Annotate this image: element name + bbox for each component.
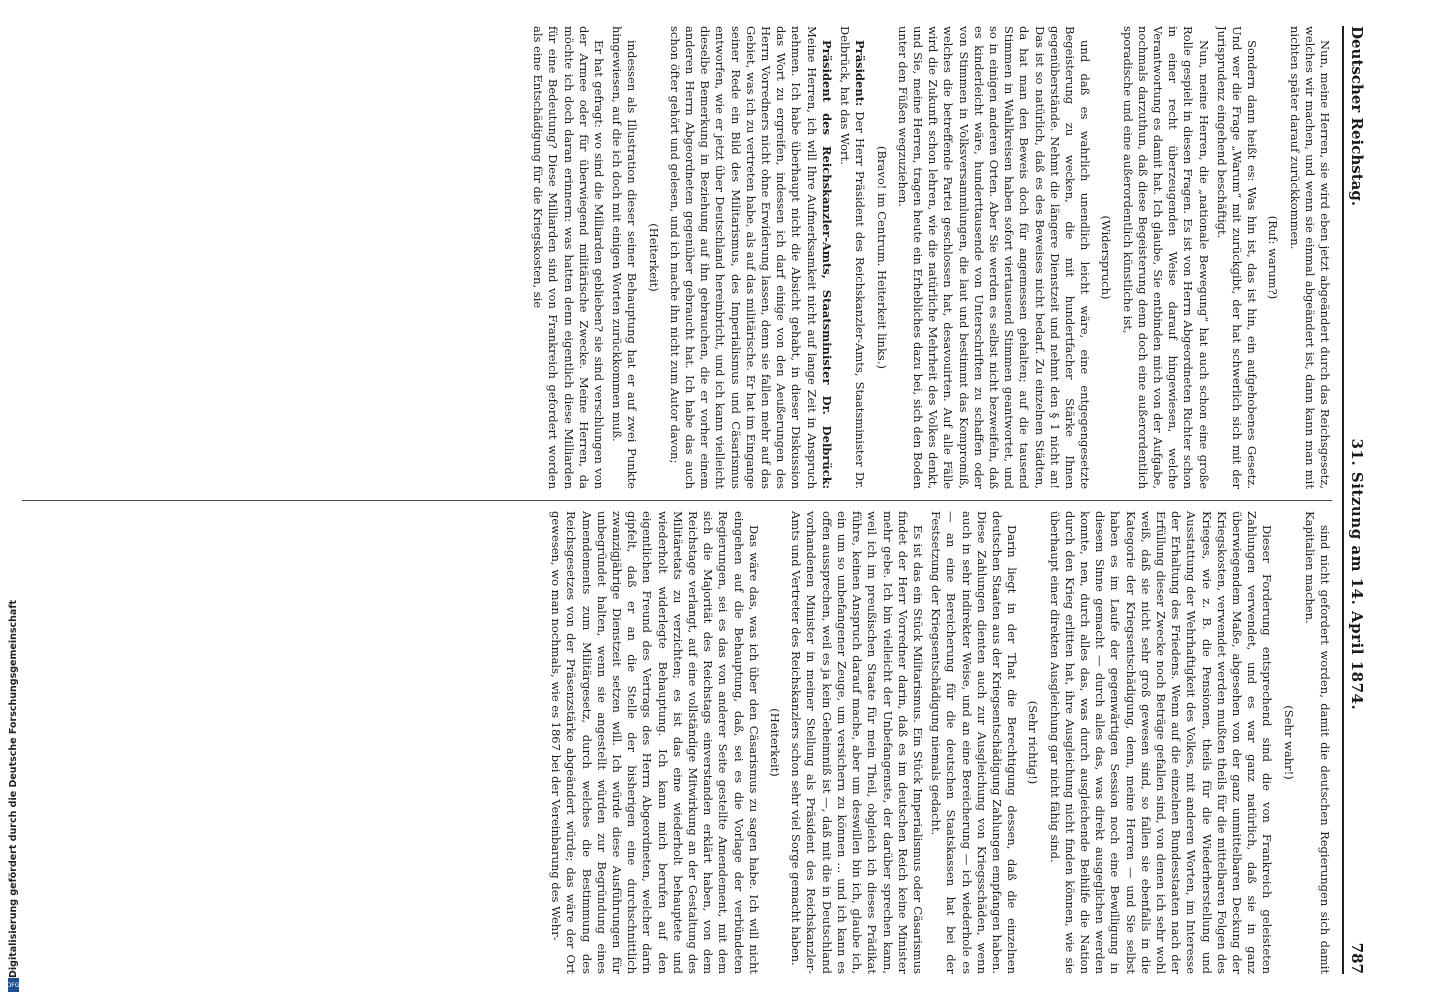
paragraph-text: Meine Herren, ich will Ihre Aufmerksamkeit nicht auf lange Zeit in Anspruch nehmen. Ich habe überhaupt nicht die Absicht gehabt, in dieser Diskussion das Wort zu ergreifen, indessen ich darf einige von den Aeußerungen des Herrn Vorredners nicht ohne Erwiderung lassen, denn sie fallen mehr auf das Gebiet, was ich zu vertreten habe, als auf das militärische. Er hat im Eingange seiner Rede ein Bild des Militarismus, des Imperialismus und Cäsarismus entworfen, wie er jetzt über Deutschland hereinbricht, und ich kann vielleicht dieselbe Bemerkung in Beziehung auf ihn gebrauchen, die er vorher einem anderen Herrn Abgeordneten gegenüber gebraucht hat. Ich habe das auch schon öfter gehört und gelesen, und ich mache ihn nicht zum Autor davon; xyxy=(667,26,819,489)
speaker-name: Präsident des Reichskanzler-Amts, Staatsminister Dr. Delbrück: xyxy=(819,40,834,489)
interjection: (Ruf: warum?) xyxy=(1266,215,1281,300)
interjection: (Sehr wahr!) xyxy=(1281,705,1296,780)
paragraph: Dieser Forderung entsprechend sind die von Frankreich geleisteten Zahlungen verwendet, und es war ganz natürlich, daß sie in ganz überwiegendem Maße, abgesehen von der ganz unmittelbaren Deckung der Kriegskosten, verwendet werden mußten theils für die mittelbaren Folgen des Krieges, wie z. B. die Pensionen, theils für die Wiederherstellung und Ausstattung der Wehrhaftigkeit des Volkes, mit anderen Worten, im Interesse der Erhaltung des Friedens. Wenn auf die einzelnen Bundesstaaten nach der Erfüllung dieser Zwecke noch Beträge gefallen sind, von denen ich sehr wohl weiß, daß sie nicht sehr groß gewesen sind, so fallen sie ebenfalls in die Kategorie der Kriegsentschädigung, denn, meine Herren — und Sie selbst haben es im Laufe der gegenwärtigen Session noch eine Bewilligung in diesem Sinne gemacht — durch alles das, was direkt ausgeglichen werden konnte, nen, durch alles das, was durch ausgleichende Beihilfe die Nation durch den Krieg erlitten hat, ihre Ausgleichung nicht finden können, wie sie überhaupt einer direkten Ausgleichung gar nicht fähig sind. xyxy=(1047,511,1275,974)
paragraph: Nun, meine Herren, sie wird eben jetzt abgeändert durch das Reichsgesetz, welches wir machen, und wenn sie einmal abgeändert ist, dann kann man mit nichten später darauf zurückkommen. xyxy=(1287,26,1332,489)
digitization-note xyxy=(6,6,20,996)
interjection: (Bravo! im Centrum. Heiterkeit links.) xyxy=(874,146,889,369)
paragraph: sind nicht gefordert worden, damit die deutschen Regierungen sich damit Kapitalien machen. xyxy=(1302,511,1332,974)
interjection: (Heiterkeit) xyxy=(646,223,661,292)
page-header xyxy=(1342,26,1366,974)
right-column xyxy=(22,511,1332,974)
paragraph: Nun, meine Herren, die „nationale Bewegung“ hat auch schon eine große Rolle gespielt in diesen Fragen. Es ist von Herrn Abgeordneten Richter schon in einer recht überzeugenden Weise darauf hingewiesen, welche Verantwortung es damit hat. Ich glaube, Sie entbinden mich von der Aufgabe, nochmals darzuthun, daß diese Begeisterung denn doch eine außerordentlich sporadische und eine außerordentlich künstliche ist, xyxy=(1120,26,1211,489)
paragraph: Sondern dann heißt es: Was hin ist, das ist hin, ein aufgehobenes Gesetz. Und wer die Frage „Warum“ mit zurückgibt, der hat schwerlich sich mit der Jurisprudenz eingehend beschäftigt. xyxy=(1214,26,1260,489)
interjection: (Sehr richtig!) xyxy=(1026,700,1041,785)
paragraph: und daß es wahrlich unendlich leicht wäre, eine entgegengesetzte Begeisterung zu wecken, die mit hundertfacher Stärke Ihnen gegenüberstände. Nehmt die längere Dienstzeit und nehmt den § 1 nicht an! Das ist so natürlich, daß es des Beweises nicht bedarf. Zu einzelnen Städten, da hat man den Beweis doch für angemessen gehalten; auf die tausend Stimmen in Wahlkreisen haben sofort viertausend Stimmen geantwortet, und so in einigen anderen Orten. Aber Sie werden es selbst nicht bezweifeln, daß es kinderleicht wäre, hunderttausende von Unterschriften zu schaffen oder von Stimmen in Volksversammlungen, die laut und bestimmt das Kompromiß, welches die betreffende Partei geschlossen hat, desavouirten. Auf alle Fälle wird die Zukunft schon lehren, wie die natürliche Mehrheit des Volkes denkt, und Sie, meine Herren, tragen heute ein Erhebliches dazu bei, sich den Boden unter den Füßen wegzuziehen. xyxy=(895,26,1093,489)
header-left: Deutscher Reichstag. xyxy=(1348,26,1366,207)
interjection: (Heiterkeit) xyxy=(768,708,783,777)
paragraph: Es ist das ein Stück Militarismus. Ein Stück Imperialismus oder Cäsarismus findet der Herr Vorredner darin, daß es im deutschen Reich keine Minister mehr gebe. Ich bin vielleicht der Unbefangenste, der darüber sprechen kann, weil ich im preußischen Staate für mein Theil, obgleich ich dieses Prädikat führe, keinen Anspruch darauf mache, aber um deswillen bin ich, glaube ich, ein um so unbefangener Zeuge, um versichern zu können ... und ich kann es offen aussprechen, weil es ja kein Geheimniß ist —, daß mit die in Deutschland vorhandenen Minister in meiner Stellung als Präsident des Reichskanzler-Amts und Vertreter des Reichskanzlers schon sehr viel Sorge gemacht haben. xyxy=(789,511,925,974)
page-number: 787 xyxy=(1348,942,1366,974)
dfg-logo: DFG xyxy=(8,978,19,992)
paragraph xyxy=(837,26,867,489)
speaker-name: Präsident: xyxy=(853,40,868,107)
paragraph: Das wäre das, was ich über den Cäsarismus zu sagen habe. Ich will nicht eingehen auf die Behauptung, daß, sei es die Vorlage der verbündeten Regierungen, sei es das von anderer Seite gestellte Amendement, mit dem sich die Majorität des Reichstags einverstanden erklärt haben, von dem Reichstage verlangt, auf eine vollständige Mitwirkung an der Gestaltung des Militäretats zu verzichten; es ist das eine wiederholt behauptete und wiederholt widerlegte Behauptung. Ich kann mich berufen auf den eigentlichen Freund des Vertrags des Herrn Abgeordneten, welcher darin gipfelt, daß er an die Stelle der bisherigen eine durchschnittlich zwanzigjährige Dienstzeit setzen will. Ich würde diese Ausführungen für unbegründet halten, wenn sie angestellt würden zur Begründung eines Amendements zum Militärgesetz, durch welches die Bestimmung des Reichsgesetzes von der Präsenzstärke abgeändert würde; das wäre der Ort gewesen, wo man nochmals, wie es 1867 bei der Vereinbarung des Wehr- xyxy=(549,511,761,974)
header-center: 31. Sitzung am 14. April 1874. xyxy=(1348,438,1366,711)
paragraph: Darin liegt in der That die Berechtigung dessen, daß die einzelnen deutschen Staaten aus der Kriegsentschädigung Zahlungen empfangen haben. Diese Zahlungen dienten auch zur Ausgleichung von Kriegsschäden, wenn auch in sehr indirekter Weise, und an eine Bereicherung — ich wiederhole es — an eine Bereicherung für die deutschen Staatskassen hat bei der Festsetzung der Kriegsentschädigung niemals gedacht. xyxy=(929,511,1020,974)
digitization-credit: Digitalisierung gefördert durch die Deutsche Forschungsgemeinschaft xyxy=(7,600,19,978)
paragraph xyxy=(667,26,834,489)
paragraph: Er hat gefragt: wo sind die Milliarden geblieben? sie sind verschlungen von der Armee oder für überwiegend militärische Zwecke. Meine Herren, da möchte ich doch daran erinnern: was hatten denn eigentlich diese Milliarden für eine Bedeutung? Diese Milliarden sind von Frankreich gefordert worden als eine Entschädigung für die Kriegskosten, sie xyxy=(531,26,607,489)
paragraph: indessen als Illustration dieser seiner Behauptung hat er auf zwei Punkte hingewiesen, auf die ich doch mit einigen Worten zurückkommen muß. xyxy=(610,26,640,489)
left-column xyxy=(22,26,1332,489)
interjection: (Widerspruch) xyxy=(1099,215,1114,300)
paragraph-text: Der Herr Präsident des Reichskanzler-Amts, Staatsminister Dr. Delbrück, hat das Wort. xyxy=(838,26,868,489)
text-columns xyxy=(22,26,1332,974)
